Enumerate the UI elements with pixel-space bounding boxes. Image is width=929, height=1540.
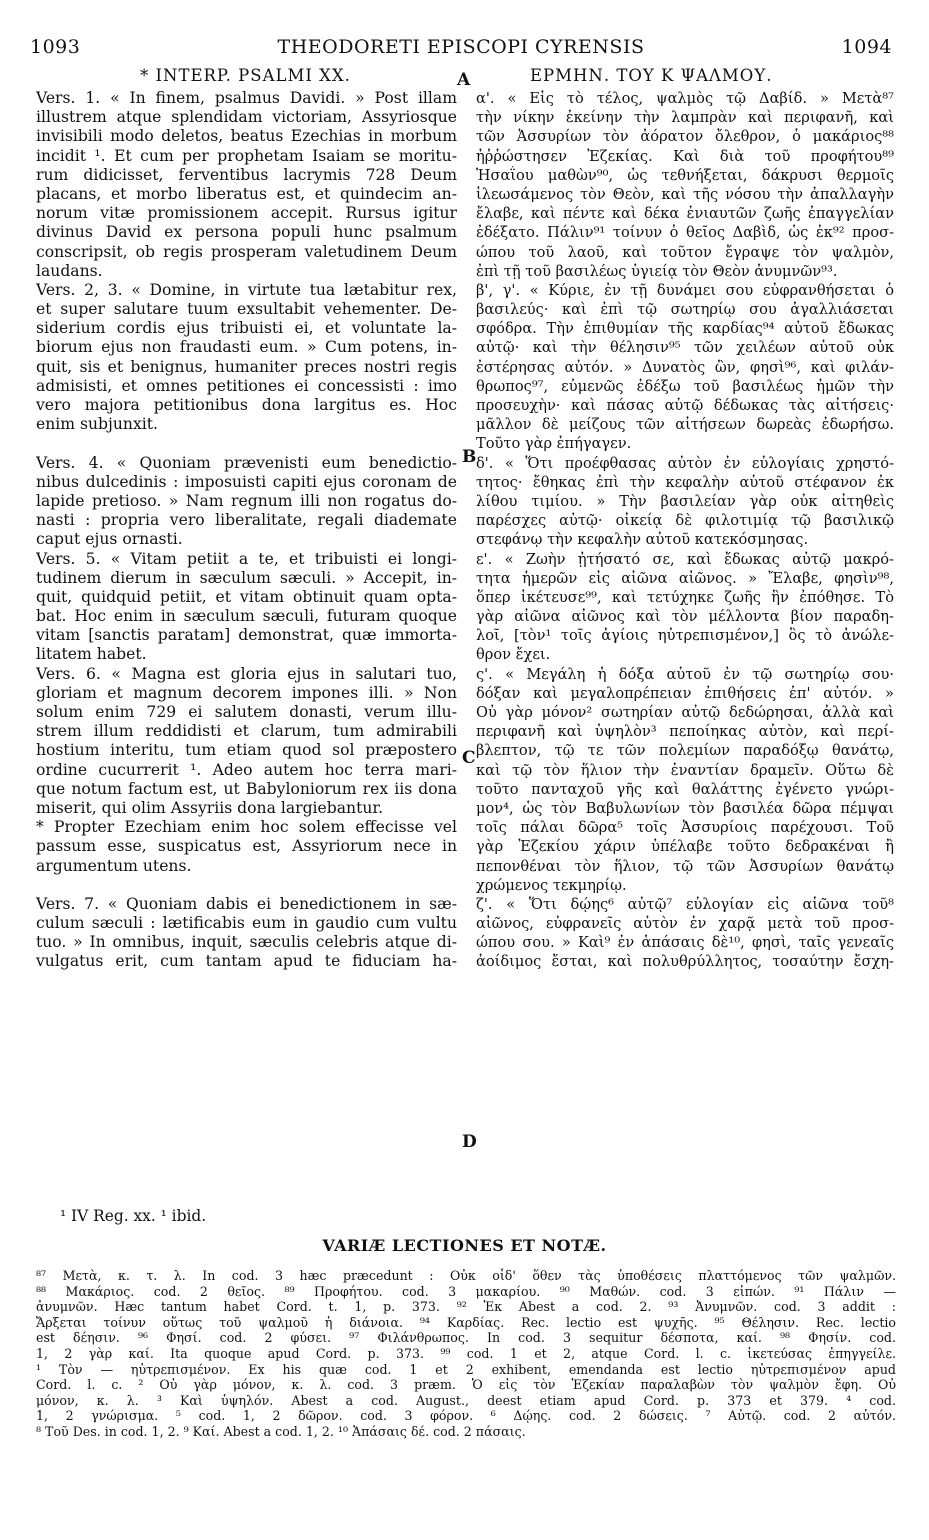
latin-text-line: lapide pretioso. » Nam regnum illi non rogatus do-: [36, 491, 457, 510]
variant-note-line: Ἄρξεται τοίνυν οὕτως τοῦ ψαλμοῦ ἡ διάνοια. ⁹⁴ Καρδίας. Rec. lectio est ψυχῆς. ⁹⁵ Θέλησιν. Rec. lectio: [36, 1314, 896, 1330]
greek-text-line: μον⁴, ὡς τὸν Βαβυλωνίων τὸν βασιλέα δῶρα πέμψαι: [476, 799, 894, 817]
greek-text-line: προσευχὴν· καὶ πάσας αὐτῷ δέδωκας τὰς αἰτήσεις·: [476, 397, 894, 414]
greek-text-line: γὰρ Ἐζεκίου χάριν ὑπέλαβε τοῦτο δεδρακέναι ἢ: [476, 838, 894, 856]
greek-text-line: τοῦτο πανταχοῦ γῆς καὶ θαλάττης ἐγένετο γνώρι-: [476, 780, 894, 798]
latin-column: [36, 89, 457, 972]
latin-text-line: vulgatus erit, cum tantam apud te fiduciam ha-: [36, 952, 457, 971]
latin-text-line: vero majora petitionibus dona largitus es. Hoc: [36, 396, 457, 414]
variant-note-line: ἀνυμνῶν. Hæc tantum habet Cord. t. 1, p. 373. ⁹² Ἐκ Abest a cod. 2. ⁹³ Ἀνυμνῶν. cod. 3 addit :: [36, 1299, 896, 1315]
latin-text-line: ordine cucurrerit ¹. Adeo autem hoc terra mari-: [36, 760, 457, 779]
greek-text-line: ς'. « Μεγάλη ἡ δόξα αὐτοῦ ἐν τῷ σωτηρίῳ σου·: [476, 665, 894, 683]
greek-column-heading: ΕΡΜΗΝ. ΤΟΥ Κ ΨΑΛΜΟΥ.: [530, 66, 773, 85]
greek-text-line: θρωπος⁹⁷, εὐμενῶς ἐδέξω τοῦ βασιλέως ἡμῶν τὴν: [476, 377, 894, 395]
greek-text-line: ἠῤῥώστησεν Ἐζεκίας. Καὶ διὰ τοῦ προφήτου⁸⁹: [476, 147, 894, 165]
greek-text-line: δ'. « Ὅτι προέφθασας αὐτὸν ἐν εὐλογίαις χρηστό-: [476, 454, 894, 472]
latin-text-line: Vers. 5. « Vitam petiit a te, et tribuisti ei longi-: [36, 549, 457, 568]
greek-text-line: περιφανῆ καὶ ὑψηλὸν³ πεποίηκας αὐτὸν, καὶ περί-: [476, 723, 894, 741]
latin-text-line: argumentum utens.: [36, 856, 192, 875]
greek-text-line: αὐτῷ· καὶ τὴν θέλησιν⁹⁵ τῶν χειλέων αὐτοῦ οὐκ: [476, 339, 894, 357]
variant-note-line: ⁸⁸ Μακάριος. cod. 2 θεῖος. ⁸⁹ Προφήτου. cod. 3 μακαρίου. ⁹⁰ Μαθών. cod. 3 εἰπών. ⁹¹ Πάλιν —: [36, 1283, 896, 1299]
greek-text-line: πεπονθέναι τὸν ἥλιον, τῷ τῶν Ἀσσυρίων θανάτῳ: [476, 857, 894, 875]
variant-note-line: 1, 2 γὰρ καί. Ita quoque apud Cord. p. 373. ⁹⁹ cod. 1 et 2, atque Cord. l. c. ἱκετεύσας ἐπηγγείλε.: [36, 1345, 896, 1361]
latin-text-line: miserit, qui olim Assyriis dona largiebantur.: [36, 798, 384, 817]
latin-text-line: vitam [sanctis paratam] demonstrat, quæ immorta-: [36, 626, 457, 645]
greek-text-line: ε'. « Ζωὴν ᾐτήσατό σε, καὶ ἔδωκας αὐτῷ μακρό-: [476, 550, 894, 568]
page-number-right: 1094: [841, 36, 892, 58]
greek-text-line: τῶν Ἀσσυρίων τὸν ἀόρατον ὄλεθρον, ὁ μακάριος⁸⁸: [476, 128, 894, 146]
latin-text-line: invisibili modo deletos, beatus Ezechias in morbum: [36, 127, 457, 146]
latin-column-heading: * INTERP. PSALMI XX.: [140, 66, 351, 85]
latin-text-line: tudinem dierum in sæculum sæculi. » Accepit, in-: [36, 568, 457, 587]
variae-lectiones-title: VARIÆ LECTIONES ET NOTÆ.: [322, 1236, 607, 1255]
latin-text-line: norum vitæ promissionem accepit. Rursus igitur: [36, 204, 457, 223]
greek-text-line: α'. « Εἰς τὸ τέλος, ψαλμὸς τῷ Δαβίδ. » Μετὰ⁸⁷: [476, 90, 894, 107]
page-number-left: 1093: [30, 36, 81, 58]
variae-lectiones: [36, 1268, 896, 1440]
latin-text-line: nibus dulcedinis : imposuisti capiti ejus coronam de: [36, 472, 457, 491]
latin-text-line: strem illum reddidisti et clarum, tum admirabili: [36, 722, 457, 741]
greek-text-line: χρώμενος τεκμηρίῳ.: [476, 876, 627, 894]
greek-text-line: λίθου τιμίου. » Τὴν βασιλείαν γὰρ οὐκ αἰτηθεὶς: [476, 492, 894, 510]
variant-note-line: ¹ Τὸν — ηὐτρεπισμένον. Ex his quæ cod. 1 et 2 exhibent, emendanda est lectio ηὐτρεπισμένον apud: [36, 1361, 896, 1377]
latin-text-line: hostium interitu, tum etiam quod sol præpostero: [36, 741, 457, 760]
variant-note-line: ⁸ Τοῦ Des. in cod. 1, 2. ⁹ Καί. Abest a cod. 1, 2. ¹⁰ Ἁπάσαις δέ. cod. 2 πάσαις.: [36, 1423, 526, 1439]
greek-text-line: παρέσχες αὐτῷ· οἰκείᾳ δὲ φιλοτιμίᾳ τῷ βασιλικῷ: [476, 512, 894, 530]
greek-text-line: αἰῶνος, εὐφρανεῖς αὐτὸν ἐν χαρᾷ μετὰ τοῦ προσ-: [476, 915, 894, 933]
greek-text-line: ἐδέξατο. Πάλιν⁹¹ τοίνυν ὁ θεῖος Δαβὶδ, ὡς ἐκ⁹² προσ-: [476, 224, 894, 242]
latin-text-line: conscripsit, ob regis prosperam valetudinem Deum: [36, 242, 457, 261]
latin-text-line: incidit ¹. Et cum per prophetam Isaiam se moritu-: [36, 146, 457, 165]
variant-note-line: Cord. l. c. ² Οὐ γὰρ μόνον, κ. λ. cod. 3 præm. Ὁ εἰς τὸν Ἐζεκίαν παραλαβὼν τὸν ψαλμὸν ἔφη. Οὐ: [36, 1377, 896, 1393]
variant-note-line: 1, 2 γνώρισμα. ⁵ cod. 1, 2 δῶρον. cod. 3 φόρον. ⁶ Δῴης. cod. 2 δώσεις. ⁷ Αὐτῷ. cod. 2 αὐτόν.: [36, 1408, 896, 1424]
paragraph-gap: [36, 876, 457, 895]
greek-text-line: γὰρ αἰῶνα αἰῶνος καὶ τὸν μέλλοντα βίον παραδη-: [476, 608, 894, 626]
running-title: THEODORETI EPISCOPI CYRENSIS: [277, 36, 645, 58]
latin-text-line: et super salutare tuum exsultabit vehementer. De-: [36, 300, 457, 319]
greek-text-line: ἔλαβε, καὶ πέντε καὶ δέκα ἐνιαυτῶν ζωῆς ἐπαγγελίαν: [476, 205, 894, 223]
greek-text-line: Τοῦτο γὰρ ἐπήγαγεν.: [476, 435, 632, 453]
greek-text-line: ζ'. « Ὅτι δῴης⁶ αὐτῷ⁷ εὐλογίαν εἰς αἰῶνα τοῦ⁸: [476, 895, 894, 913]
latin-text-line: passum esse, suspicatus est, Assyriorum nece in: [36, 837, 457, 856]
latin-text-line: siderium cordis ejus tribuisti ei, et voluntate la-: [36, 319, 457, 338]
margin-letter-c: C: [462, 748, 476, 768]
greek-text-line: ὅπερ ἱκέτευσε⁹⁹, καὶ τετύχηκε ζωῆς ἣν ἐπόθησε. Τὸ: [476, 588, 894, 606]
variant-note-line: ⁸⁷ Μετὰ, κ. τ. λ. In cod. 3 hæc præcedunt : Οὐκ οἶδ' ὅθεν τὰς ὑποθέσεις πλαττόμενος τῶν ψαλμῶν.: [36, 1268, 896, 1283]
latin-text-line: gloriam et magnum decorem impones illi. » Non: [36, 683, 457, 702]
latin-text-line: que notum factum est, ut Babyloniorum rex iis dona: [36, 779, 457, 798]
greek-text-line: ἀοίδιμος ἔσται, καὶ πολυθρύλλητος, τοσαύτην ἔσχη-: [476, 953, 894, 971]
greek-text-line: λοῖ, [τὸν¹ τοῖς ἁγίοις ηὐτρεπισμένον,] ὃς τὸ ἀνώλε-: [476, 627, 894, 645]
latin-text-line: tuo. » In omnibus, inquit, sæculis celebris atque di-: [36, 933, 457, 952]
margin-letter-a: A: [457, 70, 471, 90]
latin-text-line: Vers. 4. « Quoniam prævenisti eum benedictio-: [36, 453, 457, 472]
greek-text-line: καὶ τῷ τὸν ἥλιον τὴν ἐναντίαν δραμεῖν. Οὕτω δὲ: [476, 761, 894, 779]
variant-note-line: est δέησιν. ⁹⁶ Φησί. cod. 2 φύσει. ⁹⁷ Φιλάνθρωπος. In cod. 3 sequitur δέσποτα, καί. ⁹⁸ Φησίν. cod.: [36, 1330, 896, 1346]
latin-text-line: Vers. 2, 3. « Domine, in virtute tua lætabitur rex,: [36, 280, 457, 299]
greek-text-line: μᾶλλον δὲ μείζους τῶν αἰτήσεων δωρεὰς ἐδωρήσω.: [476, 416, 894, 434]
greek-text-line: τητος· ἔθηκας ἐπὶ τὴν κεφαλὴν αὐτοῦ στέφανον ἐκ: [476, 473, 894, 491]
latin-text-line: quit, sis et benignus, humaniter preces nostri regis: [36, 357, 457, 376]
greek-text-line: Οὐ γὰρ μόνον² σωτηρίαν αὐτῷ δεδώρησαι, ἀλλὰ καὶ: [476, 704, 894, 721]
running-header: [30, 36, 892, 62]
latin-text-line: solum enim 729 ei salutem donasti, verum illu-: [36, 703, 457, 721]
greek-text-line: τοῖς πάλαι δῶρα⁵ τοῖς Ἀσσυρίοις παρέχουσι. Τοῦ: [476, 819, 894, 837]
latin-text-line: enim subjunxit.: [36, 415, 158, 434]
latin-text-line: culum sæculi : lætificabis eum in gaudio cum vultu: [36, 914, 457, 933]
footnotes: ¹ IV Reg. xx. ¹ ibid.: [60, 1207, 207, 1225]
latin-text-line: biorum ejus non fraudasti eum. » Cum potens, in-: [36, 338, 457, 357]
greek-text-line: θρον ἔχει.: [476, 646, 551, 664]
variant-note-line: μόνον, κ. λ. ³ Καὶ ὑψηλόν. Abest a cod. August., deest etiam apud Cord. p. 373 et 379. ⁴ cod.: [36, 1392, 896, 1408]
latin-text-line: quit, quidquid petiit, et vitam obtinuit quam opta-: [36, 587, 457, 606]
latin-text-line: caput ejus ornasti.: [36, 530, 183, 549]
greek-text-line: βασιλεύς· καὶ ἐπὶ τῷ σωτηρίῳ σου ἀγαλλιάσεται: [476, 301, 894, 319]
greek-text-line: ώπου σου. » Καὶ⁹ ἐν ἁπάσαις δὲ¹⁰, φησὶ, ταῖς γενεαῖς: [476, 934, 894, 952]
latin-text-line: Vers. 6. « Magna est gloria ejus in salutari tuo,: [36, 664, 457, 683]
latin-text-line: * Propter Ezechiam enim hoc solem effecisse vel: [36, 818, 457, 837]
latin-text-line: placans, et morbo liberatus est, et quindecim an-: [36, 184, 457, 203]
greek-text-line: τητα ἡμερῶν εἰς αἰῶνα αἰῶνος. » Ἔλαβε, φησὶν⁹⁸,: [476, 569, 894, 587]
latin-text-line: divinus David ex persona populi hunc psalmum: [36, 223, 457, 242]
greek-text-line: σφόδρα. Τὴν ἐπιθυμίαν τῆς καρδίας⁹⁴ αὐτοῦ ἔδωκας: [476, 320, 894, 338]
greek-text-line: δόξαν καὶ μεγαλοπρέπειαν ἐπιθήσεις ἐπ' αὐτόν. »: [476, 684, 894, 702]
greek-text-line: Ἡσαΐου μαθὼν⁹⁰, ὡς τεθνήξεται, δάκρυσι θερμοῖς: [476, 166, 894, 184]
latin-text-line: laudans.: [36, 261, 103, 280]
margin-letter-d: D: [462, 1132, 477, 1152]
greek-text-line: τὴν νίκην ἐκείνην τὴν λαμπρὰν καὶ περιφανῆ, καὶ: [476, 109, 894, 127]
latin-text-line: bat. Hoc enim in sæculum sæculi, futuram quoque: [36, 607, 457, 626]
margin-letter-b: B: [462, 447, 477, 467]
latin-text-line: illustrem atque splendidam victoriam, Assyriosque: [36, 108, 457, 127]
paragraph-gap: [36, 434, 457, 453]
latin-text-line: admisisti, et omnes petitiones ei concessisti : imo: [36, 376, 457, 395]
latin-text-line: Vers. 1. « In finem, psalmus Davidi. » Post illam: [36, 89, 457, 107]
greek-text-line: ἐστέρησας αὐτόν. » Δυνατὸς ὢν, φησὶ⁹⁶, καὶ φιλάν-: [476, 358, 894, 376]
latin-text-line: Vers. 7. « Quoniam dabis ei benedictionem in sæ-: [36, 894, 457, 913]
latin-text-line: nasti : propria vero liberalitate, regali diademate: [36, 511, 457, 530]
greek-column: [476, 89, 894, 972]
greek-text-line: βλεπτον, τῷ τε τῶν πολεμίων παραδόξῳ θανάτῳ,: [476, 742, 894, 760]
greek-text-line: ώπου τοῦ λαοῦ, καὶ τοῦτον ἔγραψε τὸν ψαλμὸν,: [476, 243, 894, 261]
greek-text-line: ἱλεωσάμενος τὸν Θεὸν, καὶ τῆς νόσου τὴν ἀπαλλαγὴν: [476, 185, 894, 203]
greek-text-line: β', γ'. « Κύριε, ἐν τῇ δυνάμει σου εὐφρανθήσεται ὁ: [476, 281, 894, 299]
greek-text-line: ἐπὶ τῇ τοῦ βασιλέως ὑγιείᾳ τὸν Θεὸν ἀνυμνῶν⁹³.: [476, 262, 838, 280]
latin-text-line: rum didicisset, ferventibus lacrymis 728 Deum: [36, 165, 457, 184]
greek-text-line: στεφάνῳ τὴν κεφαλὴν αὐτοῦ κατεκόσμησας.: [476, 531, 809, 549]
latin-text-line: litatem habet.: [36, 645, 147, 664]
